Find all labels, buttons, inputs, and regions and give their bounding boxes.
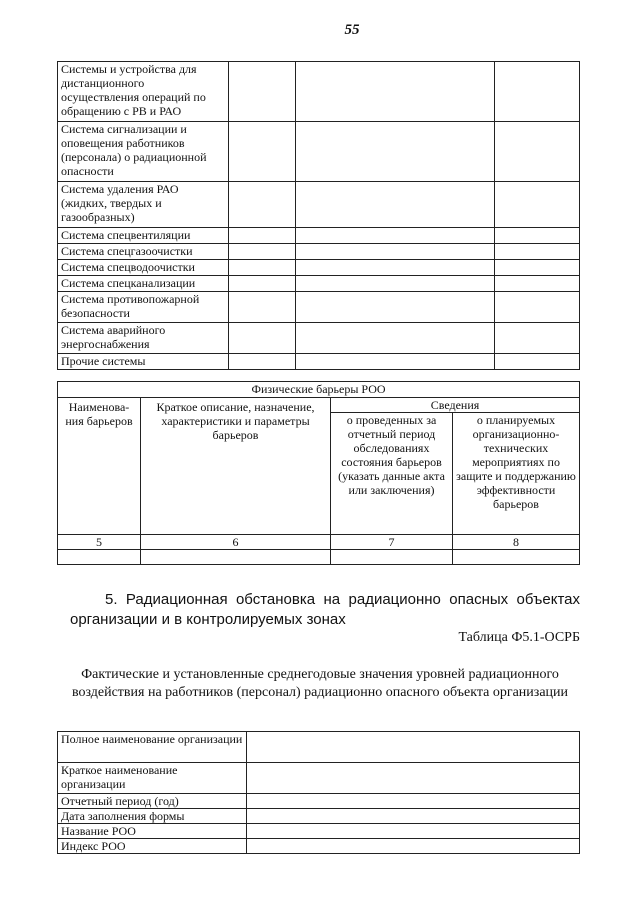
field-label: Название РОО	[58, 824, 247, 839]
column-number: 6	[141, 535, 331, 550]
system-name: Система противопожарной безопасности	[58, 292, 229, 323]
table-row	[58, 354, 580, 370]
system-name: Системы и устройства для дистанционного осуществления операций по обращению с РВ и РАО	[58, 62, 229, 122]
table-row	[58, 182, 580, 228]
field-label: Краткое наименование организации	[58, 763, 247, 794]
organization-table	[57, 731, 580, 854]
table-row	[58, 763, 580, 794]
barrier-description-header: Краткое описание, назначение, характеристики и параметры барьеров	[141, 398, 331, 535]
field-value[interactable]	[247, 763, 580, 794]
info-header: Сведения	[331, 398, 580, 413]
page-number: 55	[344, 22, 360, 38]
table-row	[58, 550, 580, 565]
table-cell[interactable]	[229, 62, 296, 122]
system-name: Система спецводоочистки	[58, 260, 229, 276]
table-cell[interactable]	[229, 292, 296, 323]
field-value[interactable]	[247, 794, 580, 809]
barrier-name-header: Наименова-ния барьеров	[58, 398, 141, 535]
column-number: 8	[453, 535, 580, 550]
barriers-table	[57, 381, 580, 565]
field-label: Полное наименование организации	[58, 732, 247, 763]
table-id: Таблица Ф5.1-ОСРБ	[458, 630, 580, 645]
table-cell[interactable]	[453, 550, 580, 565]
table-row	[58, 839, 580, 854]
table-row	[58, 292, 580, 323]
table-cell[interactable]	[229, 354, 296, 370]
system-name: Прочие системы	[58, 354, 229, 370]
system-name: Система спецканализации	[58, 276, 229, 292]
table-row	[58, 732, 580, 763]
measures-header: о планируемых организационно-технических мероприятиях по защите и поддержанию эффективности барьеров	[453, 413, 580, 535]
table-cell[interactable]	[296, 292, 495, 323]
table-cell[interactable]	[229, 260, 296, 276]
system-name: Система спецгазоочистки	[58, 244, 229, 260]
field-label: Индекс РОО	[58, 839, 247, 854]
table-caption: Фактические и установленные среднегодовые значения уровней радиационного воздействия на работников (персонал) радиационно опасного объекта организации	[71, 667, 569, 700]
table-cell[interactable]	[296, 260, 495, 276]
table-cell[interactable]	[229, 122, 296, 182]
table-cell[interactable]	[229, 244, 296, 260]
table-cell[interactable]	[495, 323, 580, 354]
table-row	[58, 824, 580, 839]
system-name: Система сигнализации и оповещения работников (персонала) о радиационной опасности	[58, 122, 229, 182]
table-cell[interactable]	[229, 323, 296, 354]
system-name: Система удаления РАО (жидких, твердых и газообразных)	[58, 182, 229, 228]
inspections-header: о проведенных за отчетный период обследованиях состояния барьеров (указать данные акта или заключения)	[331, 413, 453, 535]
table-cell[interactable]	[331, 550, 453, 565]
table-cell[interactable]	[296, 228, 495, 244]
table-cell[interactable]	[495, 354, 580, 370]
table-cell[interactable]	[495, 122, 580, 182]
table-row	[58, 382, 580, 398]
systems-table	[57, 61, 580, 370]
system-name: Система спецвентиляции	[58, 228, 229, 244]
table-row	[58, 260, 580, 276]
column-number: 7	[331, 535, 453, 550]
table-cell[interactable]	[296, 182, 495, 228]
field-value[interactable]	[247, 839, 580, 854]
column-number: 5	[58, 535, 141, 550]
field-value[interactable]	[247, 824, 580, 839]
table-cell[interactable]	[58, 550, 141, 565]
table-cell[interactable]	[495, 260, 580, 276]
table-cell[interactable]	[296, 276, 495, 292]
table-row	[58, 323, 580, 354]
table-cell[interactable]	[229, 182, 296, 228]
table-row	[58, 122, 580, 182]
table-row	[58, 228, 580, 244]
table-row	[58, 62, 580, 122]
table-cell[interactable]	[495, 292, 580, 323]
table-cell[interactable]	[296, 354, 495, 370]
field-value[interactable]	[247, 809, 580, 824]
table-cell[interactable]	[495, 182, 580, 228]
system-name: Система аварийного энергоснабжения	[58, 323, 229, 354]
table-cell[interactable]	[229, 276, 296, 292]
table-cell[interactable]	[495, 62, 580, 122]
table-cell[interactable]	[495, 244, 580, 260]
table-row	[58, 809, 580, 824]
table-cell[interactable]	[229, 228, 296, 244]
table-cell[interactable]	[495, 228, 580, 244]
table-cell[interactable]	[296, 244, 495, 260]
table-row	[58, 398, 580, 413]
field-value[interactable]	[247, 732, 580, 763]
table-cell[interactable]	[296, 122, 495, 182]
table-row	[58, 535, 580, 550]
barriers-title: Физические барьеры РОО	[58, 382, 580, 398]
table-row	[58, 794, 580, 809]
field-label: Дата заполнения формы	[58, 809, 247, 824]
section-heading: 5. Радиационная обстановка на радиационно опасных объектах организации и в контролируемых зонах	[70, 591, 580, 628]
table-cell[interactable]	[296, 323, 495, 354]
table-row	[58, 276, 580, 292]
table-row	[58, 244, 580, 260]
field-label: Отчетный период (год)	[58, 794, 247, 809]
table-cell[interactable]	[141, 550, 331, 565]
table-cell[interactable]	[495, 276, 580, 292]
table-cell[interactable]	[296, 62, 495, 122]
